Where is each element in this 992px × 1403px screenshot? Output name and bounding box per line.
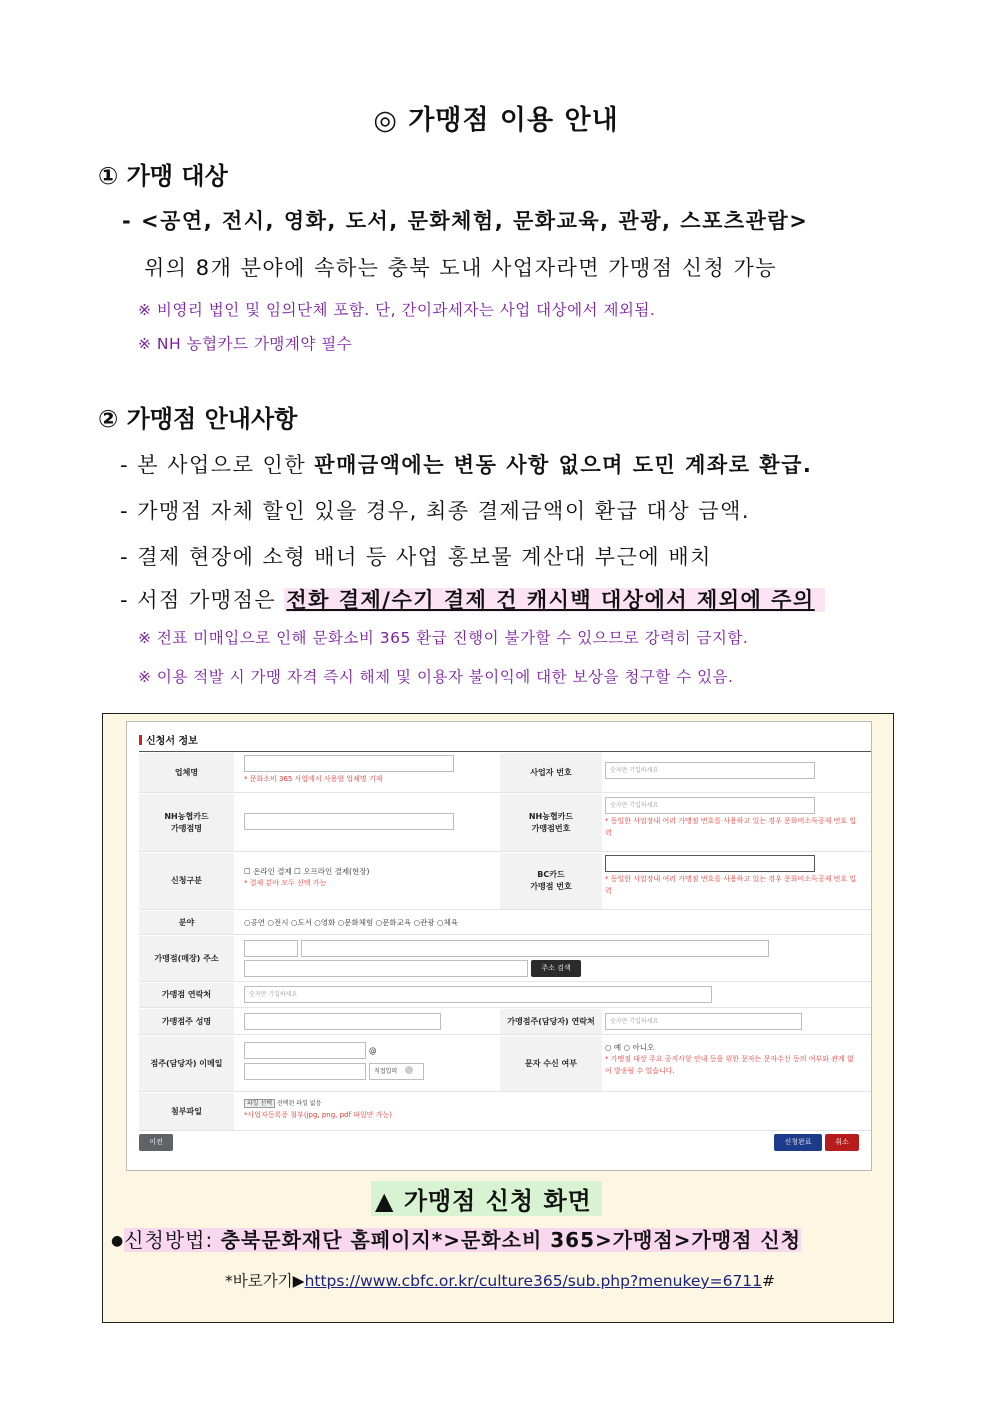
nh-name-input[interactable] — [244, 813, 454, 830]
owner-input[interactable] — [244, 1013, 441, 1030]
method-label: 신청방법: — [124, 1228, 221, 1252]
address-search-button[interactable]: 주소 검색 — [531, 960, 581, 977]
note-nonprofit: ※ 비영리 법인 및 임의단체 포함. 단, 간이과세자는 사업 대상에서 제외됨. — [138, 301, 656, 319]
application-screenshot-box — [102, 713, 894, 1323]
prev-button[interactable]: 이전 — [139, 1134, 173, 1151]
cancel-button[interactable]: 취소 — [825, 1134, 859, 1151]
form-header — [139, 732, 198, 747]
label-address: 가맹점(매장) 주소 — [139, 936, 234, 981]
screenshot-caption: ▲ 가맹점 신청 화면 — [371, 1181, 602, 1216]
label-business-name: 업체명 — [139, 753, 234, 792]
apply-type-options[interactable]: ☐ 온라인 결제 ☐ 오프라인 결제(현장) — [244, 867, 370, 876]
email-domain-input[interactable] — [244, 1063, 366, 1080]
label-owner: 가맹점주 성명 — [139, 1009, 234, 1034]
biz-number-input[interactable]: 숫자만 기입하세요 — [605, 762, 815, 779]
file-none-text: 선택된 파일 없음 — [277, 1100, 322, 1107]
chevron-down-icon — [405, 1066, 413, 1074]
label-field: 분야 — [139, 911, 234, 934]
label-owner-contact: 가맹점주(담당자) 연락처 — [500, 1009, 602, 1034]
note-penalty: ※ 이용 적발 시 가맹 자격 즉시 해제 및 이용자 불이익에 대한 보상을 청구할 수 있음. — [138, 668, 734, 686]
section2-heading: ② 가맹점 안내사항 — [98, 405, 298, 433]
page-title: ◎ 가맹점 이용 안내 — [373, 105, 619, 136]
eligibility-line: 위의 8개 분야에 속하는 충북 도내 사업자라면 가맹점 신청 가능 — [144, 256, 778, 280]
bullet-icon: ● — [111, 1233, 125, 1249]
shortcut-hash: # — [762, 1272, 776, 1290]
zipcode-input[interactable] — [244, 940, 298, 957]
email-id-input[interactable] — [244, 1042, 366, 1059]
file-choose-button[interactable]: 파일 선택 — [244, 1099, 275, 1108]
notice-line-1-b: 판매금액에는 변동 사항 없으며 도민 계좌로 환급. — [314, 453, 813, 477]
contact-input[interactable]: 숫자만 기입하세요 — [244, 986, 712, 1003]
attach-hint: *사업자등록증 첨부(jpg, png, pdf 파일만 가능) — [244, 1111, 392, 1119]
method-path: 충북문화재단 홈페이지*>문화소비 365>가맹점>가맹점 신청 — [220, 1228, 802, 1252]
submit-button[interactable]: 신청완료 — [774, 1134, 822, 1151]
email-domain-select[interactable] — [369, 1063, 424, 1080]
email-direct-text: 직접입력 — [374, 1068, 398, 1075]
note-receipt: ※ 전표 미매입으로 인해 문화소비 365 환급 진행이 불가할 수 있으므로 강력히 금지함. — [138, 629, 749, 647]
notice-line-3: - 결제 현장에 소형 배너 등 사업 홍보물 계산대 부근에 배치 — [120, 545, 712, 569]
label-sms: 문자 수신 여부 — [500, 1036, 602, 1091]
label-email: 점주(담당자) 이메일 — [139, 1036, 234, 1091]
bookstore-warning: 전화 결제/수기 결제 건 캐시백 대상에서 제외에 주의 — [284, 588, 824, 612]
label-bc-number: BC카드 가맹점 번호 — [500, 853, 602, 909]
field-options[interactable]: ○공연 ○전시 ○도서 ○영화 ○문화체험 ○문화교육 ○관광 ○체육 — [244, 918, 458, 927]
form-header-text: 신청서 정보 — [146, 736, 198, 747]
categories-line: - <공연, 전시, 영화, 도서, 문화체험, 문화교육, 관광, 스포츠관람> — [122, 209, 809, 233]
header-bar-icon — [139, 735, 142, 745]
label-contact: 가맹점 연락처 — [139, 983, 234, 1007]
sms-options[interactable]: ○ 예 ○ 아니오 — [605, 1043, 655, 1052]
owner-contact-input[interactable]: 숫자만 기입하세요 — [605, 1013, 802, 1030]
address-input[interactable] — [301, 940, 769, 957]
notice-line-2: - 가맹점 자체 할인 있을 경우, 최종 결제금액이 환급 대상 금액. — [120, 499, 751, 523]
notice-line-1 — [120, 449, 812, 479]
application-form — [126, 721, 872, 1171]
shortcut-label: *바로가기▶ — [225, 1272, 305, 1290]
bc-number-hint: * 동일한 사업장내 여러 가맹점 번호를 사용하고 있는 경우 문화비소득공제 번호 입력 — [605, 875, 857, 895]
notice-line-1-a: - 본 사업으로 인한 — [120, 453, 315, 477]
label-attach: 첨부파일 — [139, 1093, 234, 1130]
section1-heading: ① 가맹 대상 — [98, 162, 228, 190]
nh-number-input[interactable]: 숫자만 기입하세요 — [605, 797, 815, 814]
apply-type-hint: * 결제 분야 모두 선택 가능 — [244, 879, 327, 887]
shortcut-line — [225, 1269, 775, 1291]
business-name-hint: * 문화소비 365 사업에서 사용할 업체명 기재 — [244, 775, 383, 783]
label-nh-number: NH농협카드 가맹점번호 — [500, 794, 602, 851]
bc-number-input[interactable] — [605, 855, 815, 872]
shortcut-link[interactable]: https://www.cbfc.or.kr/culture365/sub.php?menukey=6711 — [304, 1272, 763, 1290]
label-nh-name: NH농협카드 가맹점명 — [139, 794, 234, 851]
notice-line-4 — [120, 584, 825, 614]
email-at: @ — [369, 1046, 377, 1055]
sms-hint: * 가맹점 대상 주요 공지사항 안내 등을 위한 문자는 문자수신 동의 여부와 관계 없이 발송될 수 있습니다. — [605, 1055, 854, 1075]
label-apply-type: 신청구분 — [139, 853, 234, 909]
business-name-input[interactable] — [244, 755, 454, 772]
label-biz-number: 사업자 번호 — [500, 753, 602, 792]
nh-number-hint: * 동일한 사업장내 여러 가맹점 번호를 사용하고 있는 경우 문화비소득공제 번호 입력 — [605, 817, 857, 837]
address-detail-input[interactable] — [244, 960, 528, 977]
apply-method — [111, 1224, 801, 1253]
notice-line-4-a: - 서점 가맹점은 — [120, 588, 285, 612]
file-picker[interactable] — [244, 1098, 321, 1107]
note-nh-card: ※ NH 농협카드 가맹계약 필수 — [138, 335, 353, 353]
